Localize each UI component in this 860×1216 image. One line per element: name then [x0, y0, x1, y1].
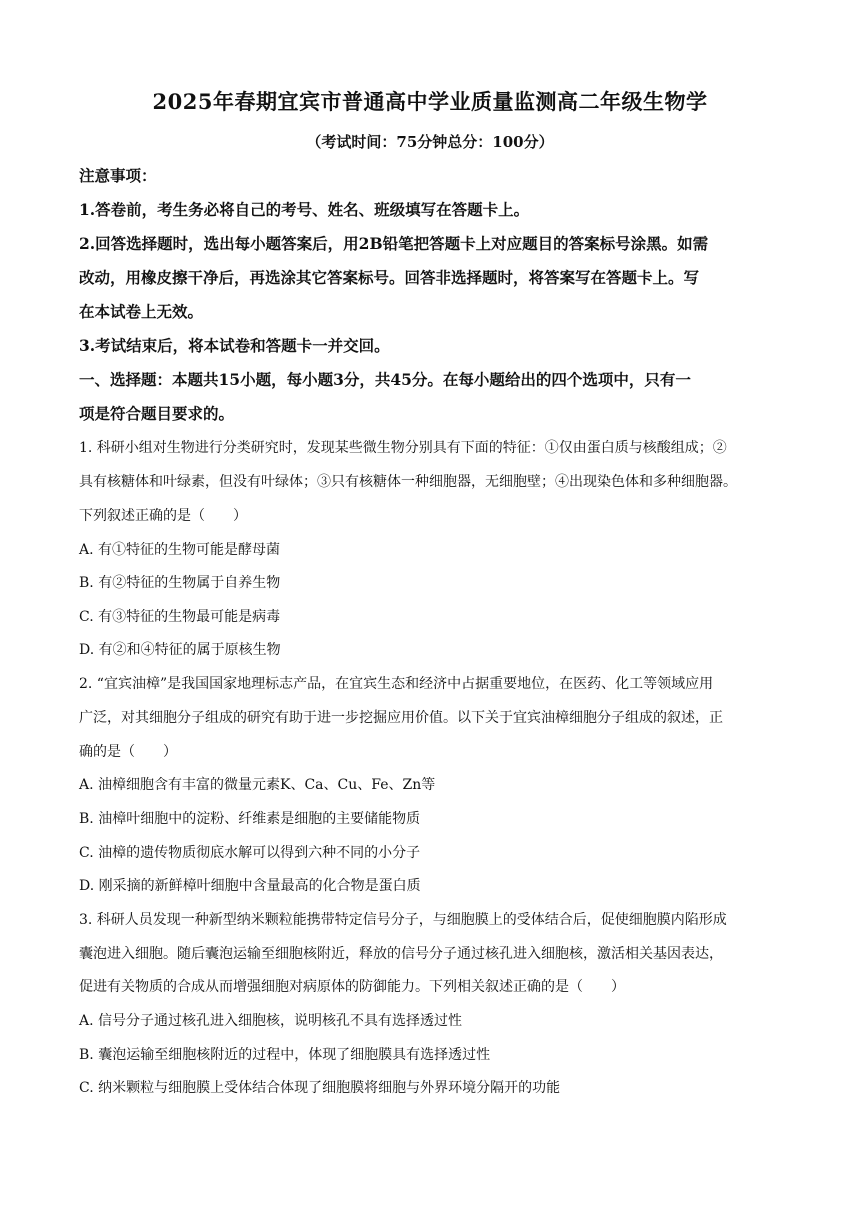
exam-time-info: （考试时间：75分钟总分：100分） — [306, 133, 554, 151]
question-1-option-b: B. 有②特征的生物属于自养生物 — [79, 575, 281, 591]
question-3-option-a: A. 信号分子通过核孔进入细胞核，说明核孔不具有选择透过性 — [79, 1013, 463, 1029]
section-heading: 项是符合题目要求的。 — [79, 404, 235, 423]
notice-heading: 注意事项： — [79, 166, 157, 185]
section-heading: 一、选择题：本题共15小题，每小题3分，共45分。在每小题给出的四个选项中，只有一 — [79, 370, 691, 389]
question-2-option-b: B. 油樟叶细胞中的淀粉、纤维素是细胞的主要储能物质 — [79, 811, 421, 827]
question-2-option-a: A. 油樟细胞含有丰富的微量元素K、Ca、Cu、Fe、Zn等 — [79, 777, 436, 793]
question-1-stem: 1. 科研小组对生物进行分类研究时，发现某些微生物分别具有下面的特征：①仅由蛋白质与核酸组成；② — [79, 440, 727, 456]
question-2-option-d: D. 刚采摘的新鲜樟叶细胞中含量最高的化合物是蛋白质 — [79, 878, 421, 894]
question-2-stem: 确的是（ ） — [79, 744, 177, 760]
question-2-option-c: C. 油樟的遗传物质彻底水解可以得到六种不同的小分子 — [79, 845, 421, 861]
notice-line: 改动，用橡皮擦干净后，再选涂其它答案标号。回答非选择题时，将答案写在答题卡上。写 — [79, 268, 700, 287]
notice-line: 在本试卷上无效。 — [79, 302, 204, 321]
question-3-stem: 囊泡进入细胞。随后囊泡运输至细胞核附近，释放的信号分子通过核孔进入细胞核，激活相关基因表达， — [79, 946, 723, 962]
question-2-stem: 2. “宜宾油樟”是我国国家地理标志产品，在宜宾生态和经济中占据重要地位，在医药、化工等领域应用 — [79, 676, 714, 692]
question-1-option-c: C. 有③特征的生物最可能是病毒 — [79, 609, 281, 625]
question-3-stem: 促进有关物质的合成从而增强细胞对病原体的防御能力。下列相关叙述正确的是（ ） — [79, 979, 625, 995]
notice-line: 2.回答选择题时，选出每小题答案后，用2B铅笔把答题卡上对应题目的答案标号涂黑。如需 — [79, 234, 709, 253]
question-3-option-c: C. 纳米颗粒与细胞膜上受体结合体现了细胞膜将细胞与外界环境分隔开的功能 — [79, 1080, 561, 1096]
question-1-option-d: D. 有②和④特征的属于原核生物 — [79, 642, 281, 658]
question-3-stem: 3. 科研人员发现一种新型纳米颗粒能携带特定信号分子，与细胞膜上的受体结合后，促使细胞膜内陷形成 — [79, 912, 727, 928]
question-3-option-b: B. 囊泡运输至细胞核附近的过程中，体现了细胞膜具有选择透过性 — [79, 1047, 491, 1063]
question-1-option-a: A. 有①特征的生物可能是酵母菌 — [79, 542, 281, 558]
question-1-stem: 下列叙述正确的是（ ） — [79, 508, 247, 524]
notice-line: 3.考试结束后，将本试卷和答题卡一并交回。 — [79, 336, 390, 355]
question-1-stem: 具有核糖体和叶绿素，但没有叶绿体；③只有核糖体一种细胞器，无细胞壁；④出现染色体和多种细胞器。 — [79, 474, 737, 490]
question-2-stem: 广泛，对其细胞分子组成的研究有助于进一步挖掘应用价值。以下关于宜宾油樟细胞分子组成的叙述，正 — [79, 710, 723, 726]
notice-line: 1.答卷前，考生务必将自己的考号、姓名、班级填写在答题卡上。 — [79, 200, 530, 219]
exam-title: 2025年春期宜宾市普通高中学业质量监测高二年级生物学 — [152, 89, 708, 114]
